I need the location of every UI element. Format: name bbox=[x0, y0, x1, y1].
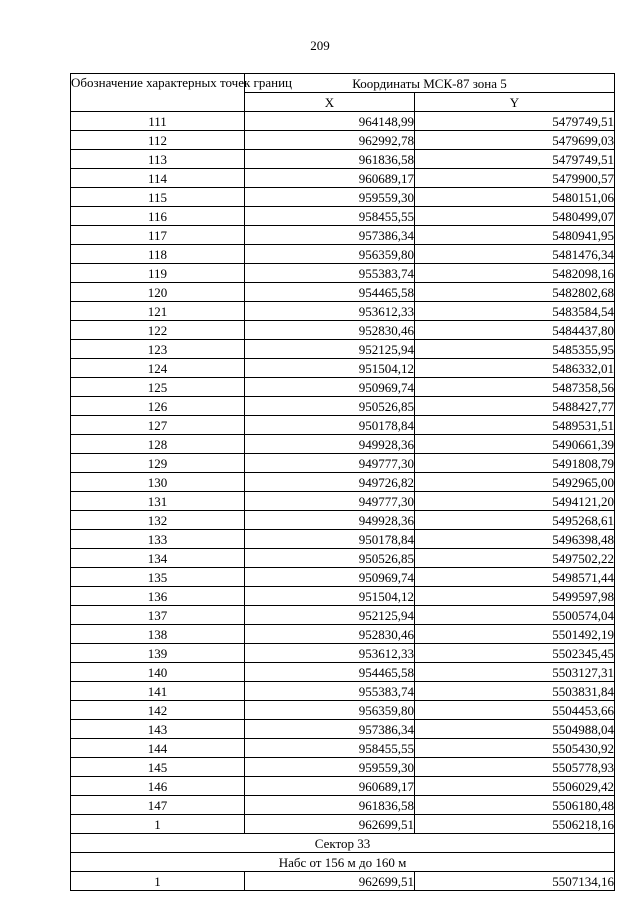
x-coordinate-cell: 956359,80 bbox=[245, 701, 415, 720]
x-coordinate-cell: 950178,84 bbox=[245, 416, 415, 435]
point-number-cell: 129 bbox=[71, 454, 245, 473]
table-row bbox=[71, 150, 615, 169]
table-row bbox=[71, 340, 615, 359]
x-coordinate-cell: 949777,30 bbox=[245, 454, 415, 473]
point-number-cell: 146 bbox=[71, 777, 245, 796]
point-number-cell: 1 bbox=[71, 815, 245, 834]
table-row bbox=[71, 283, 615, 302]
y-coordinate-cell: 5480941,95 bbox=[415, 226, 615, 245]
point-number-cell: 147 bbox=[71, 796, 245, 815]
point-number-cell: 138 bbox=[71, 625, 245, 644]
point-number-cell: 140 bbox=[71, 663, 245, 682]
table-row bbox=[71, 701, 615, 720]
table-row bbox=[71, 302, 615, 321]
x-coordinate-cell: 957386,34 bbox=[245, 226, 415, 245]
x-column-header: X bbox=[245, 93, 415, 112]
point-number-cell: 112 bbox=[71, 131, 245, 150]
x-coordinate-cell: 959559,30 bbox=[245, 758, 415, 777]
y-coordinate-cell: 5480151,06 bbox=[415, 188, 615, 207]
y-coordinate-cell: 5503831,84 bbox=[415, 682, 615, 701]
point-number-cell: 119 bbox=[71, 264, 245, 283]
x-coordinate-cell: 952830,46 bbox=[245, 321, 415, 340]
page-number: 209 bbox=[310, 38, 330, 53]
point-number-cell: 115 bbox=[71, 188, 245, 207]
coordinates-table bbox=[70, 73, 615, 891]
table-row bbox=[71, 416, 615, 435]
sector-label: Сектор 33 bbox=[71, 834, 615, 853]
y-coordinate-cell: 5482098,16 bbox=[415, 264, 615, 283]
point-number-cell: 143 bbox=[71, 720, 245, 739]
point-number-cell: 116 bbox=[71, 207, 245, 226]
point-number-cell: 133 bbox=[71, 530, 245, 549]
y-coordinate-cell: 5500574,04 bbox=[415, 606, 615, 625]
table-row bbox=[71, 587, 615, 606]
point-number-cell: 130 bbox=[71, 473, 245, 492]
y-coordinate-cell: 5498571,44 bbox=[415, 568, 615, 587]
coordinate-system-header: Координаты МСК-87 зона 5 bbox=[245, 74, 615, 93]
x-coordinate-cell: 950969,74 bbox=[245, 378, 415, 397]
x-coordinate-cell: 955383,74 bbox=[245, 682, 415, 701]
table-row bbox=[71, 739, 615, 758]
table-row bbox=[71, 207, 615, 226]
y-coordinate-cell: 5490661,39 bbox=[415, 435, 615, 454]
y-coordinate-cell: 5488427,77 bbox=[415, 397, 615, 416]
point-number-cell: 136 bbox=[71, 587, 245, 606]
sector-row bbox=[71, 834, 615, 853]
point-number-cell: 125 bbox=[71, 378, 245, 397]
y-coordinate-cell: 5507134,16 bbox=[415, 872, 615, 891]
table-row bbox=[71, 758, 615, 777]
point-number-cell: 126 bbox=[71, 397, 245, 416]
point-number-cell: 1 bbox=[71, 872, 245, 891]
point-number-cell: 117 bbox=[71, 226, 245, 245]
x-coordinate-cell: 960689,17 bbox=[245, 169, 415, 188]
y-coordinate-cell: 5505430,92 bbox=[415, 739, 615, 758]
y-coordinate-cell: 5484437,80 bbox=[415, 321, 615, 340]
x-coordinate-cell: 954465,58 bbox=[245, 663, 415, 682]
x-coordinate-cell: 949928,36 bbox=[245, 435, 415, 454]
point-number-cell: 144 bbox=[71, 739, 245, 758]
y-coordinate-cell: 5479900,57 bbox=[415, 169, 615, 188]
y-coordinate-cell: 5492965,00 bbox=[415, 473, 615, 492]
x-coordinate-cell: 950969,74 bbox=[245, 568, 415, 587]
table-row bbox=[71, 473, 615, 492]
table-row bbox=[71, 625, 615, 644]
sector-section bbox=[71, 834, 615, 872]
x-coordinate-cell: 950526,85 bbox=[245, 397, 415, 416]
y-coordinate-cell: 5491808,79 bbox=[415, 454, 615, 473]
y-coordinate-cell: 5479749,51 bbox=[415, 150, 615, 169]
table-row bbox=[71, 397, 615, 416]
x-coordinate-cell: 953612,33 bbox=[245, 644, 415, 663]
table-row bbox=[71, 568, 615, 587]
point-number-cell: 114 bbox=[71, 169, 245, 188]
table-row bbox=[71, 777, 615, 796]
point-number-cell: 132 bbox=[71, 511, 245, 530]
x-coordinate-cell: 962699,51 bbox=[245, 872, 415, 891]
table-row bbox=[71, 663, 615, 682]
x-coordinate-cell: 952830,46 bbox=[245, 625, 415, 644]
point-number-cell: 135 bbox=[71, 568, 245, 587]
x-coordinate-cell: 951504,12 bbox=[245, 587, 415, 606]
x-coordinate-cell: 961836,58 bbox=[245, 150, 415, 169]
height-range-label: Набс от 156 м до 160 м bbox=[71, 853, 615, 872]
table-body bbox=[71, 112, 615, 834]
table-row bbox=[71, 454, 615, 473]
point-number-cell: 142 bbox=[71, 701, 245, 720]
x-coordinate-cell: 951504,12 bbox=[245, 359, 415, 378]
table-row bbox=[71, 131, 615, 150]
y-coordinate-cell: 5505778,93 bbox=[415, 758, 615, 777]
sector-table-body bbox=[71, 872, 615, 891]
y-coordinate-cell: 5485355,95 bbox=[415, 340, 615, 359]
x-coordinate-cell: 958455,55 bbox=[245, 207, 415, 226]
point-number-cell: 111 bbox=[71, 112, 245, 131]
table-row bbox=[71, 682, 615, 701]
table-row bbox=[71, 530, 615, 549]
table-row bbox=[71, 226, 615, 245]
points-column-header: Обозначение характерных точек границ bbox=[71, 74, 245, 112]
table-header bbox=[71, 74, 615, 112]
point-number-cell: 123 bbox=[71, 340, 245, 359]
x-coordinate-cell: 953612,33 bbox=[245, 302, 415, 321]
table-row bbox=[71, 511, 615, 530]
table-row bbox=[71, 872, 615, 891]
table-row bbox=[71, 492, 615, 511]
x-coordinate-cell: 964148,99 bbox=[245, 112, 415, 131]
x-coordinate-cell: 949726,82 bbox=[245, 473, 415, 492]
point-number-cell: 131 bbox=[71, 492, 245, 511]
x-coordinate-cell: 962699,51 bbox=[245, 815, 415, 834]
x-coordinate-cell: 952125,94 bbox=[245, 340, 415, 359]
y-coordinate-cell: 5506180,48 bbox=[415, 796, 615, 815]
y-coordinate-cell: 5489531,51 bbox=[415, 416, 615, 435]
x-coordinate-cell: 949928,36 bbox=[245, 511, 415, 530]
y-coordinate-cell: 5495268,61 bbox=[415, 511, 615, 530]
y-coordinate-cell: 5494121,20 bbox=[415, 492, 615, 511]
x-coordinate-cell: 949777,30 bbox=[245, 492, 415, 511]
y-coordinate-cell: 5481476,34 bbox=[415, 245, 615, 264]
y-coordinate-cell: 5480499,07 bbox=[415, 207, 615, 226]
table-row bbox=[71, 435, 615, 454]
point-number-cell: 137 bbox=[71, 606, 245, 625]
point-number-cell: 134 bbox=[71, 549, 245, 568]
point-number-cell: 118 bbox=[71, 245, 245, 264]
x-coordinate-cell: 958455,55 bbox=[245, 739, 415, 758]
y-coordinate-cell: 5506029,42 bbox=[415, 777, 615, 796]
table-row bbox=[71, 321, 615, 340]
y-coordinate-cell: 5504988,04 bbox=[415, 720, 615, 739]
point-number-cell: 128 bbox=[71, 435, 245, 454]
point-number-cell: 139 bbox=[71, 644, 245, 663]
table-row bbox=[71, 378, 615, 397]
table-row bbox=[71, 796, 615, 815]
point-number-cell: 145 bbox=[71, 758, 245, 777]
y-coordinate-cell: 5503127,31 bbox=[415, 663, 615, 682]
x-coordinate-cell: 955383,74 bbox=[245, 264, 415, 283]
table-row bbox=[71, 112, 615, 131]
y-coordinate-cell: 5499597,98 bbox=[415, 587, 615, 606]
y-coordinate-cell: 5504453,66 bbox=[415, 701, 615, 720]
point-number-cell: 127 bbox=[71, 416, 245, 435]
point-number-cell: 124 bbox=[71, 359, 245, 378]
x-coordinate-cell: 950178,84 bbox=[245, 530, 415, 549]
table-row bbox=[71, 188, 615, 207]
y-coordinate-cell: 5501492,19 bbox=[415, 625, 615, 644]
y-coordinate-cell: 5483584,54 bbox=[415, 302, 615, 321]
x-coordinate-cell: 959559,30 bbox=[245, 188, 415, 207]
point-number-cell: 141 bbox=[71, 682, 245, 701]
height-range-row bbox=[71, 853, 615, 872]
point-number-cell: 121 bbox=[71, 302, 245, 321]
table-row bbox=[71, 720, 615, 739]
y-coordinate-cell: 5496398,48 bbox=[415, 530, 615, 549]
x-coordinate-cell: 954465,58 bbox=[245, 283, 415, 302]
table-row bbox=[71, 169, 615, 188]
table-row bbox=[71, 644, 615, 663]
y-coordinate-cell: 5497502,22 bbox=[415, 549, 615, 568]
x-coordinate-cell: 960689,17 bbox=[245, 777, 415, 796]
y-coordinate-cell: 5502345,45 bbox=[415, 644, 615, 663]
y-coordinate-cell: 5479749,51 bbox=[415, 112, 615, 131]
y-coordinate-cell: 5486332,01 bbox=[415, 359, 615, 378]
y-coordinate-cell: 5487358,56 bbox=[415, 378, 615, 397]
table-row bbox=[71, 549, 615, 568]
point-number-cell: 122 bbox=[71, 321, 245, 340]
table-row bbox=[71, 245, 615, 264]
x-coordinate-cell: 956359,80 bbox=[245, 245, 415, 264]
point-number-cell: 113 bbox=[71, 150, 245, 169]
x-coordinate-cell: 961836,58 bbox=[245, 796, 415, 815]
table-row bbox=[71, 359, 615, 378]
table-row bbox=[71, 264, 615, 283]
x-coordinate-cell: 950526,85 bbox=[245, 549, 415, 568]
table-row bbox=[71, 815, 615, 834]
point-number-cell: 120 bbox=[71, 283, 245, 302]
x-coordinate-cell: 952125,94 bbox=[245, 606, 415, 625]
y-coordinate-cell: 5482802,68 bbox=[415, 283, 615, 302]
x-coordinate-cell: 962992,78 bbox=[245, 131, 415, 150]
x-coordinate-cell: 957386,34 bbox=[245, 720, 415, 739]
y-column-header: Y bbox=[415, 93, 615, 112]
y-coordinate-cell: 5506218,16 bbox=[415, 815, 615, 834]
table-row bbox=[71, 606, 615, 625]
y-coordinate-cell: 5479699,03 bbox=[415, 131, 615, 150]
